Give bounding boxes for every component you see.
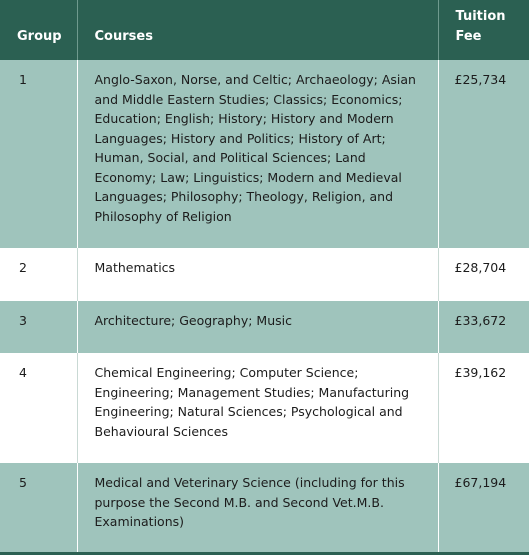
group-cell: 5 — [0, 463, 77, 553]
fee-cell: £67,194 — [438, 463, 529, 553]
table-row — [0, 60, 529, 248]
table-body — [0, 60, 529, 553]
header-row — [0, 0, 529, 60]
fee-cell: £25,734 — [438, 60, 529, 248]
fee-cell: £33,672 — [438, 301, 529, 353]
table-header — [0, 0, 529, 60]
table-row — [0, 463, 529, 553]
header-group: Group — [0, 0, 77, 60]
courses-cell: Anglo-Saxon, Norse, and Celtic; Archaeology; Asian and Middle Eastern Studies; Classics; Economics; Education; English; History; History and Modern Languages; History and Politics; History of Art; Human, Social, and Political Sciences; Land Economy; Law; Linguistics; Modern and Medieval Languages; Philosophy; Theology, Religion, and Philosophy of Religion — [77, 60, 438, 248]
header-courses: Courses — [77, 0, 438, 60]
group-cell: 1 — [0, 60, 77, 248]
courses-cell: Chemical Engineering; Computer Science; Engineering; Management Studies; Manufacturing Engineering; Natural Sciences; Psychological and Behavioural Sciences — [77, 353, 438, 463]
table-row — [0, 248, 529, 301]
group-cell: 2 — [0, 248, 77, 301]
header-fee-line2: Fee — [455, 29, 482, 44]
courses-cell: Mathematics — [77, 248, 438, 301]
courses-cell: Medical and Veterinary Science (including for this purpose the Second M.B. and Second Vet.M.B. Examinations) — [77, 463, 438, 553]
fee-cell: £39,162 — [438, 353, 529, 463]
courses-cell: Architecture; Geography; Music — [77, 301, 438, 353]
header-fee-line1: Tuition — [455, 9, 506, 24]
fee-cell: £28,704 — [438, 248, 529, 301]
table-row — [0, 301, 529, 353]
group-cell: 3 — [0, 301, 77, 353]
group-cell: 4 — [0, 353, 77, 463]
header-tuition-fee — [438, 0, 529, 60]
table-row — [0, 353, 529, 463]
